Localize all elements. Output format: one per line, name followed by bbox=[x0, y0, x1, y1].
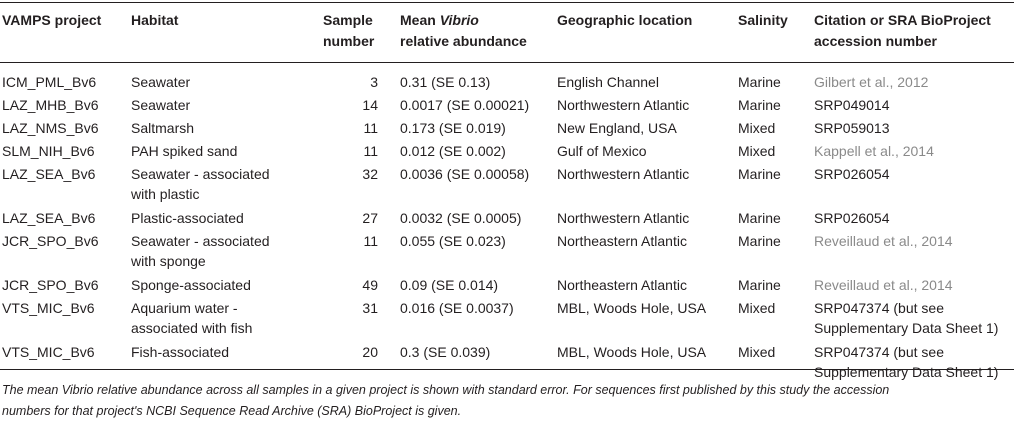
header-project: VAMPS project bbox=[2, 12, 102, 28]
cell-citation-line: SRP047374 (but see bbox=[814, 344, 944, 360]
cell-mean-abundance bbox=[400, 298, 514, 318]
cell-salinity-line: Mixed bbox=[738, 120, 776, 136]
cell-mean-abundance bbox=[400, 342, 490, 362]
table-footnote bbox=[2, 380, 1012, 422]
cell-habitat-line: PAH spiked sand bbox=[131, 143, 238, 159]
cell-citation-line: SRP059013 bbox=[814, 120, 890, 136]
cell-geo bbox=[557, 298, 706, 318]
cell-sample-number bbox=[370, 72, 378, 92]
cell-salinity-line: Marine bbox=[738, 233, 781, 249]
cell-salinity-line: Mixed bbox=[738, 300, 776, 316]
cell-geo bbox=[557, 72, 659, 92]
cell-citation bbox=[814, 95, 890, 115]
header-citation-line1: Citation or SRA BioProject bbox=[814, 12, 991, 28]
cell-salinity-line: Mixed bbox=[738, 143, 776, 159]
cell-salinity bbox=[738, 275, 781, 295]
cell-salinity bbox=[738, 141, 775, 161]
cell-citation bbox=[814, 342, 998, 382]
cell-project bbox=[2, 342, 95, 362]
cell-salinity-line: Mixed bbox=[738, 344, 776, 360]
cell-citation-line: Gilbert et al., 2012 bbox=[814, 74, 929, 90]
footnote-line1: The mean Vibrio relative abundance across all samples in a given project is shown with standard error. For sequences first published by this study the accession bbox=[2, 383, 890, 397]
cell-mean-abundance bbox=[400, 208, 521, 228]
cell-salinity-line: Marine bbox=[738, 74, 781, 90]
header-mean-abundance bbox=[400, 10, 527, 52]
cell-mean-abundance bbox=[400, 164, 529, 184]
cell-mean-abundance-line: 0.055 (SE 0.023) bbox=[400, 233, 506, 249]
cell-sample-number-line: 14 bbox=[362, 97, 378, 113]
cell-sample-number-line: 31 bbox=[362, 300, 378, 316]
cell-project bbox=[2, 164, 95, 184]
cell-geo-line: Northeastern Atlantic bbox=[557, 233, 687, 249]
cell-project-line: LAZ_SEA_Bv6 bbox=[2, 210, 96, 226]
cell-project bbox=[2, 275, 98, 295]
cell-mean-abundance-line: 0.012 (SE 0.002) bbox=[400, 143, 506, 159]
cell-mean-abundance-line: 0.0036 (SE 0.00058) bbox=[400, 166, 530, 182]
table-bottom-rule bbox=[0, 369, 1014, 370]
cell-citation-line: SRP026054 bbox=[814, 166, 890, 182]
header-sample-line2: number bbox=[323, 33, 375, 49]
cell-geo bbox=[557, 275, 687, 295]
cell-salinity bbox=[738, 208, 781, 228]
citation-link[interactable] bbox=[814, 231, 953, 251]
cell-citation bbox=[814, 298, 998, 338]
citation-link[interactable] bbox=[814, 72, 928, 92]
cell-citation-line: Reveillaud et al., 2014 bbox=[814, 277, 953, 293]
header-mean-line2: relative abundance bbox=[400, 33, 527, 49]
cell-sample-number bbox=[362, 298, 378, 318]
cell-habitat bbox=[131, 164, 270, 204]
cell-salinity bbox=[738, 298, 775, 318]
cell-habitat-line: with plastic bbox=[131, 186, 200, 202]
cell-mean-abundance-line: 0.09 (SE 0.014) bbox=[400, 277, 499, 293]
cell-geo bbox=[557, 208, 689, 228]
header-sample-line1: Sample bbox=[323, 12, 373, 28]
cell-sample-number-line: 11 bbox=[363, 233, 378, 249]
citation-link[interactable] bbox=[814, 141, 934, 161]
cell-salinity-line: Marine bbox=[738, 97, 781, 113]
cell-geo-line: English Channel bbox=[557, 74, 659, 90]
cell-salinity bbox=[738, 342, 775, 362]
cell-citation-line: SRP049014 bbox=[814, 97, 890, 113]
cell-sample-number bbox=[363, 118, 378, 138]
cell-habitat-line: associated with fish bbox=[131, 320, 253, 336]
header-geo: Geographic location bbox=[557, 12, 693, 28]
cell-salinity-line: Marine bbox=[738, 166, 781, 182]
cell-project-line: JCR_SPO_Bv6 bbox=[2, 277, 99, 293]
cell-salinity bbox=[738, 95, 781, 115]
cell-geo bbox=[557, 141, 646, 161]
table-top-rule bbox=[0, 2, 1014, 3]
cell-sample-number bbox=[362, 208, 378, 228]
cell-sample-number bbox=[362, 164, 378, 184]
cell-geo-line: New England, USA bbox=[557, 120, 677, 136]
cell-habitat-line: Seawater bbox=[131, 74, 191, 90]
cell-habitat-line: Fish-associated bbox=[131, 344, 230, 360]
cell-citation bbox=[814, 208, 890, 228]
cell-geo-line: Northwestern Atlantic bbox=[557, 166, 690, 182]
cell-sample-number-line: 32 bbox=[362, 166, 378, 182]
cell-salinity-line: Marine bbox=[738, 277, 781, 293]
cell-project bbox=[2, 118, 98, 138]
header-habitat: Habitat bbox=[131, 12, 179, 28]
header-citation bbox=[814, 10, 991, 52]
cell-habitat bbox=[131, 342, 229, 362]
cell-geo-line: Northwestern Atlantic bbox=[557, 210, 690, 226]
cell-salinity bbox=[738, 164, 781, 184]
cell-sample-number-line: 49 bbox=[362, 277, 378, 293]
header-citation-line2: accession number bbox=[814, 33, 937, 49]
cell-sample-number-line: 11 bbox=[363, 120, 378, 136]
cell-citation bbox=[814, 164, 890, 184]
cell-sample-number-line: 27 bbox=[362, 210, 378, 226]
cell-mean-abundance-line: 0.0032 (SE 0.0005) bbox=[400, 210, 522, 226]
cell-sample-number-line: 11 bbox=[363, 143, 378, 159]
cell-habitat-line: Seawater - associated bbox=[131, 166, 270, 182]
cell-habitat bbox=[131, 275, 251, 295]
cell-mean-abundance-line: 0.3 (SE 0.039) bbox=[400, 344, 491, 360]
cell-habitat bbox=[131, 118, 194, 138]
cell-project bbox=[2, 95, 98, 115]
header-mean-line1 bbox=[400, 10, 527, 31]
cell-project bbox=[2, 231, 98, 251]
cell-project bbox=[2, 141, 95, 161]
cell-project-line: LAZ_SEA_Bv6 bbox=[2, 166, 96, 182]
cell-citation bbox=[814, 118, 890, 138]
cell-geo-line: MBL, Woods Hole, USA bbox=[557, 300, 707, 316]
cell-mean-abundance-line: 0.016 (SE 0.0037) bbox=[400, 300, 514, 316]
cell-sample-number-line: 20 bbox=[362, 344, 378, 360]
footnote-line2: numbers for that project's NCBI Sequence Read Archive (SRA) BioProject is given. bbox=[2, 404, 462, 418]
cell-salinity bbox=[738, 231, 781, 251]
cell-mean-abundance-line: 0.173 (SE 0.019) bbox=[400, 120, 506, 136]
cell-habitat-line: Plastic-associated bbox=[131, 210, 244, 226]
cell-habitat-line: Seawater - associated bbox=[131, 233, 270, 249]
cell-citation-line: Kappell et al., 2014 bbox=[814, 143, 934, 159]
cell-geo-line: Northwestern Atlantic bbox=[557, 97, 690, 113]
cell-mean-abundance bbox=[400, 141, 506, 161]
cell-sample-number bbox=[362, 342, 378, 362]
cell-habitat-line: with sponge bbox=[131, 253, 206, 269]
cell-project-line: VTS_MIC_Bv6 bbox=[2, 344, 95, 360]
cell-geo bbox=[557, 164, 689, 184]
cell-salinity-line: Marine bbox=[738, 210, 781, 226]
cell-salinity bbox=[738, 118, 775, 138]
cell-project bbox=[2, 208, 95, 228]
citation-link[interactable] bbox=[814, 275, 953, 295]
cell-citation-line: Reveillaud et al., 2014 bbox=[814, 233, 953, 249]
cell-habitat-line: Seawater bbox=[131, 97, 191, 113]
cell-mean-abundance bbox=[400, 72, 490, 92]
cell-geo bbox=[557, 118, 677, 138]
cell-habitat bbox=[131, 298, 252, 338]
cell-geo-line: Northeastern Atlantic bbox=[557, 277, 687, 293]
cell-habitat bbox=[131, 208, 244, 228]
cell-habitat bbox=[131, 72, 190, 92]
cell-citation-line: Supplementary Data Sheet 1) bbox=[814, 364, 999, 380]
header-mean-word: Mean bbox=[400, 12, 440, 28]
cell-project-line: LAZ_NMS_Bv6 bbox=[2, 120, 99, 136]
cell-geo bbox=[557, 342, 706, 362]
cell-geo-line: MBL, Woods Hole, USA bbox=[557, 344, 707, 360]
cell-mean-abundance bbox=[400, 118, 506, 138]
cell-project bbox=[2, 72, 96, 92]
cell-project-line: SLM_NIH_Bv6 bbox=[2, 143, 95, 159]
cell-mean-abundance-line: 0.31 (SE 0.13) bbox=[400, 74, 491, 90]
cell-geo bbox=[557, 231, 687, 251]
cell-sample-number bbox=[363, 231, 378, 251]
header-salinity: Salinity bbox=[738, 12, 788, 28]
cell-mean-abundance bbox=[400, 275, 498, 295]
cell-citation-line: SRP047374 (but see bbox=[814, 300, 944, 316]
cell-habitat bbox=[131, 141, 237, 161]
cell-geo bbox=[557, 95, 689, 115]
cell-habitat-line: Saltmarsh bbox=[131, 120, 195, 136]
cell-geo-line: Gulf of Mexico bbox=[557, 143, 647, 159]
cell-project bbox=[2, 298, 95, 318]
cell-sample-number bbox=[363, 141, 378, 161]
cell-sample-number bbox=[362, 95, 378, 115]
cell-mean-abundance bbox=[400, 231, 506, 251]
cell-habitat-line: Sponge-associated bbox=[131, 277, 251, 293]
cell-habitat bbox=[131, 231, 270, 271]
cell-sample-number bbox=[362, 275, 378, 295]
cell-salinity bbox=[738, 72, 781, 92]
cell-project-line: JCR_SPO_Bv6 bbox=[2, 233, 99, 249]
cell-sample-number-line: 3 bbox=[370, 74, 378, 90]
cell-mean-abundance bbox=[400, 95, 529, 115]
cell-project-line: ICM_PML_Bv6 bbox=[2, 74, 97, 90]
header-vibrio-word: Vibrio bbox=[439, 12, 479, 28]
cell-citation-line: SRP026054 bbox=[814, 210, 890, 226]
cell-project-line: VTS_MIC_Bv6 bbox=[2, 300, 95, 316]
cell-mean-abundance-line: 0.0017 (SE 0.00021) bbox=[400, 97, 530, 113]
cell-habitat bbox=[131, 95, 190, 115]
header-rule bbox=[0, 62, 1014, 63]
header-sample-number bbox=[323, 10, 374, 52]
cell-project-line: LAZ_MHB_Bv6 bbox=[2, 97, 99, 113]
cell-habitat-line: Aquarium water - bbox=[131, 300, 238, 316]
cell-citation-line: Supplementary Data Sheet 1) bbox=[814, 320, 999, 336]
